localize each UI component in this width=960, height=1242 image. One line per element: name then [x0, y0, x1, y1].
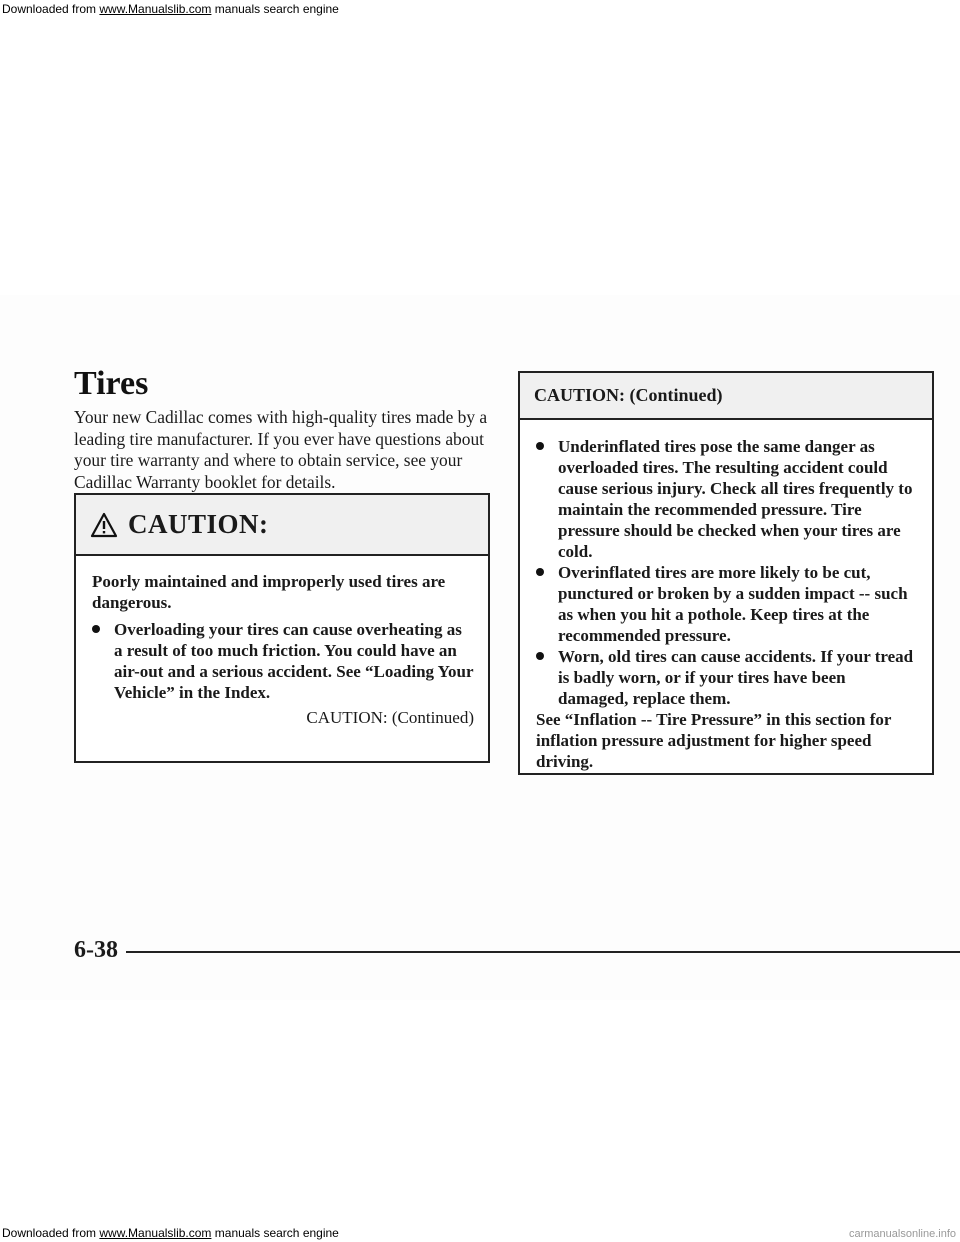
caution-header [76, 495, 488, 556]
caution-bullets [92, 619, 474, 703]
caution-bullet: Worn, old tires can cause accidents. If your tread is badly worn, or if your tires have been damaged, replace them. [536, 646, 918, 709]
caution-box-right [518, 371, 934, 775]
caution-box-left [74, 493, 490, 763]
download-banner-bottom [2, 1226, 960, 1240]
caution-continued-bullets [536, 436, 918, 709]
page-number: 6-38 [74, 936, 118, 963]
caution-continued-header [520, 373, 932, 420]
banner-prefix: Downloaded from [2, 2, 100, 16]
caution-bullet: Overloading your tires can cause overheating as a result of too much friction. You could have an air-out and a serious accident. See “Loading Your Vehicle” in the Index. [92, 619, 474, 703]
caution-body [76, 556, 488, 728]
caution-continued-label: CAUTION: (Continued) [534, 385, 723, 405]
manualslib-link[interactable]: www.Manualslib.com [99, 2, 212, 16]
manualslib-link[interactable]: www.Manualslib.com [99, 1226, 212, 1240]
caution-lead: Poorly maintained and improperly used tires are dangerous. [92, 572, 446, 612]
caution-continued: CAUTION: (Continued) [306, 708, 474, 727]
banner-prefix: Downloaded from [2, 1226, 100, 1240]
caution-continued-body [520, 420, 932, 772]
site-watermark: carmanualsonline.info [848, 1228, 956, 1240]
caution-bullet: Underinflated tires pose the same danger as overloaded tires. The resulting accident could cause serious injury. Check all tires frequently to maintain the recommended pressure. Tire pressure should be checked when your tires are cold. [536, 436, 918, 562]
warning-triangle-icon [90, 512, 118, 538]
intro-paragraph: Your new Cadillac comes with high-quality tires made by a leading tire manufacturer. If you ever have questions about your tire warranty and where to obtain service, see your Cadillac Warranty booklet for details. [74, 407, 488, 492]
footer-rule [126, 951, 960, 953]
banner-suffix: manuals search engine [211, 1226, 339, 1240]
caution-bullet: Overinflated tires are more likely to be cut, punctured or broken by a sudden impact -- such as when you hit a pothole. Keep tires at the recommended pressure. [536, 562, 918, 646]
section-title: Tires [74, 365, 149, 402]
banner-suffix: manuals search engine [211, 2, 339, 16]
download-banner-top [2, 2, 960, 16]
caution-closing: See “Inflation -- Tire Pressure” in this section for inflation pressure adjustment for higher speed driving. [536, 710, 892, 771]
page-footer [74, 936, 960, 964]
caution-label: CAUTION: [128, 509, 269, 539]
